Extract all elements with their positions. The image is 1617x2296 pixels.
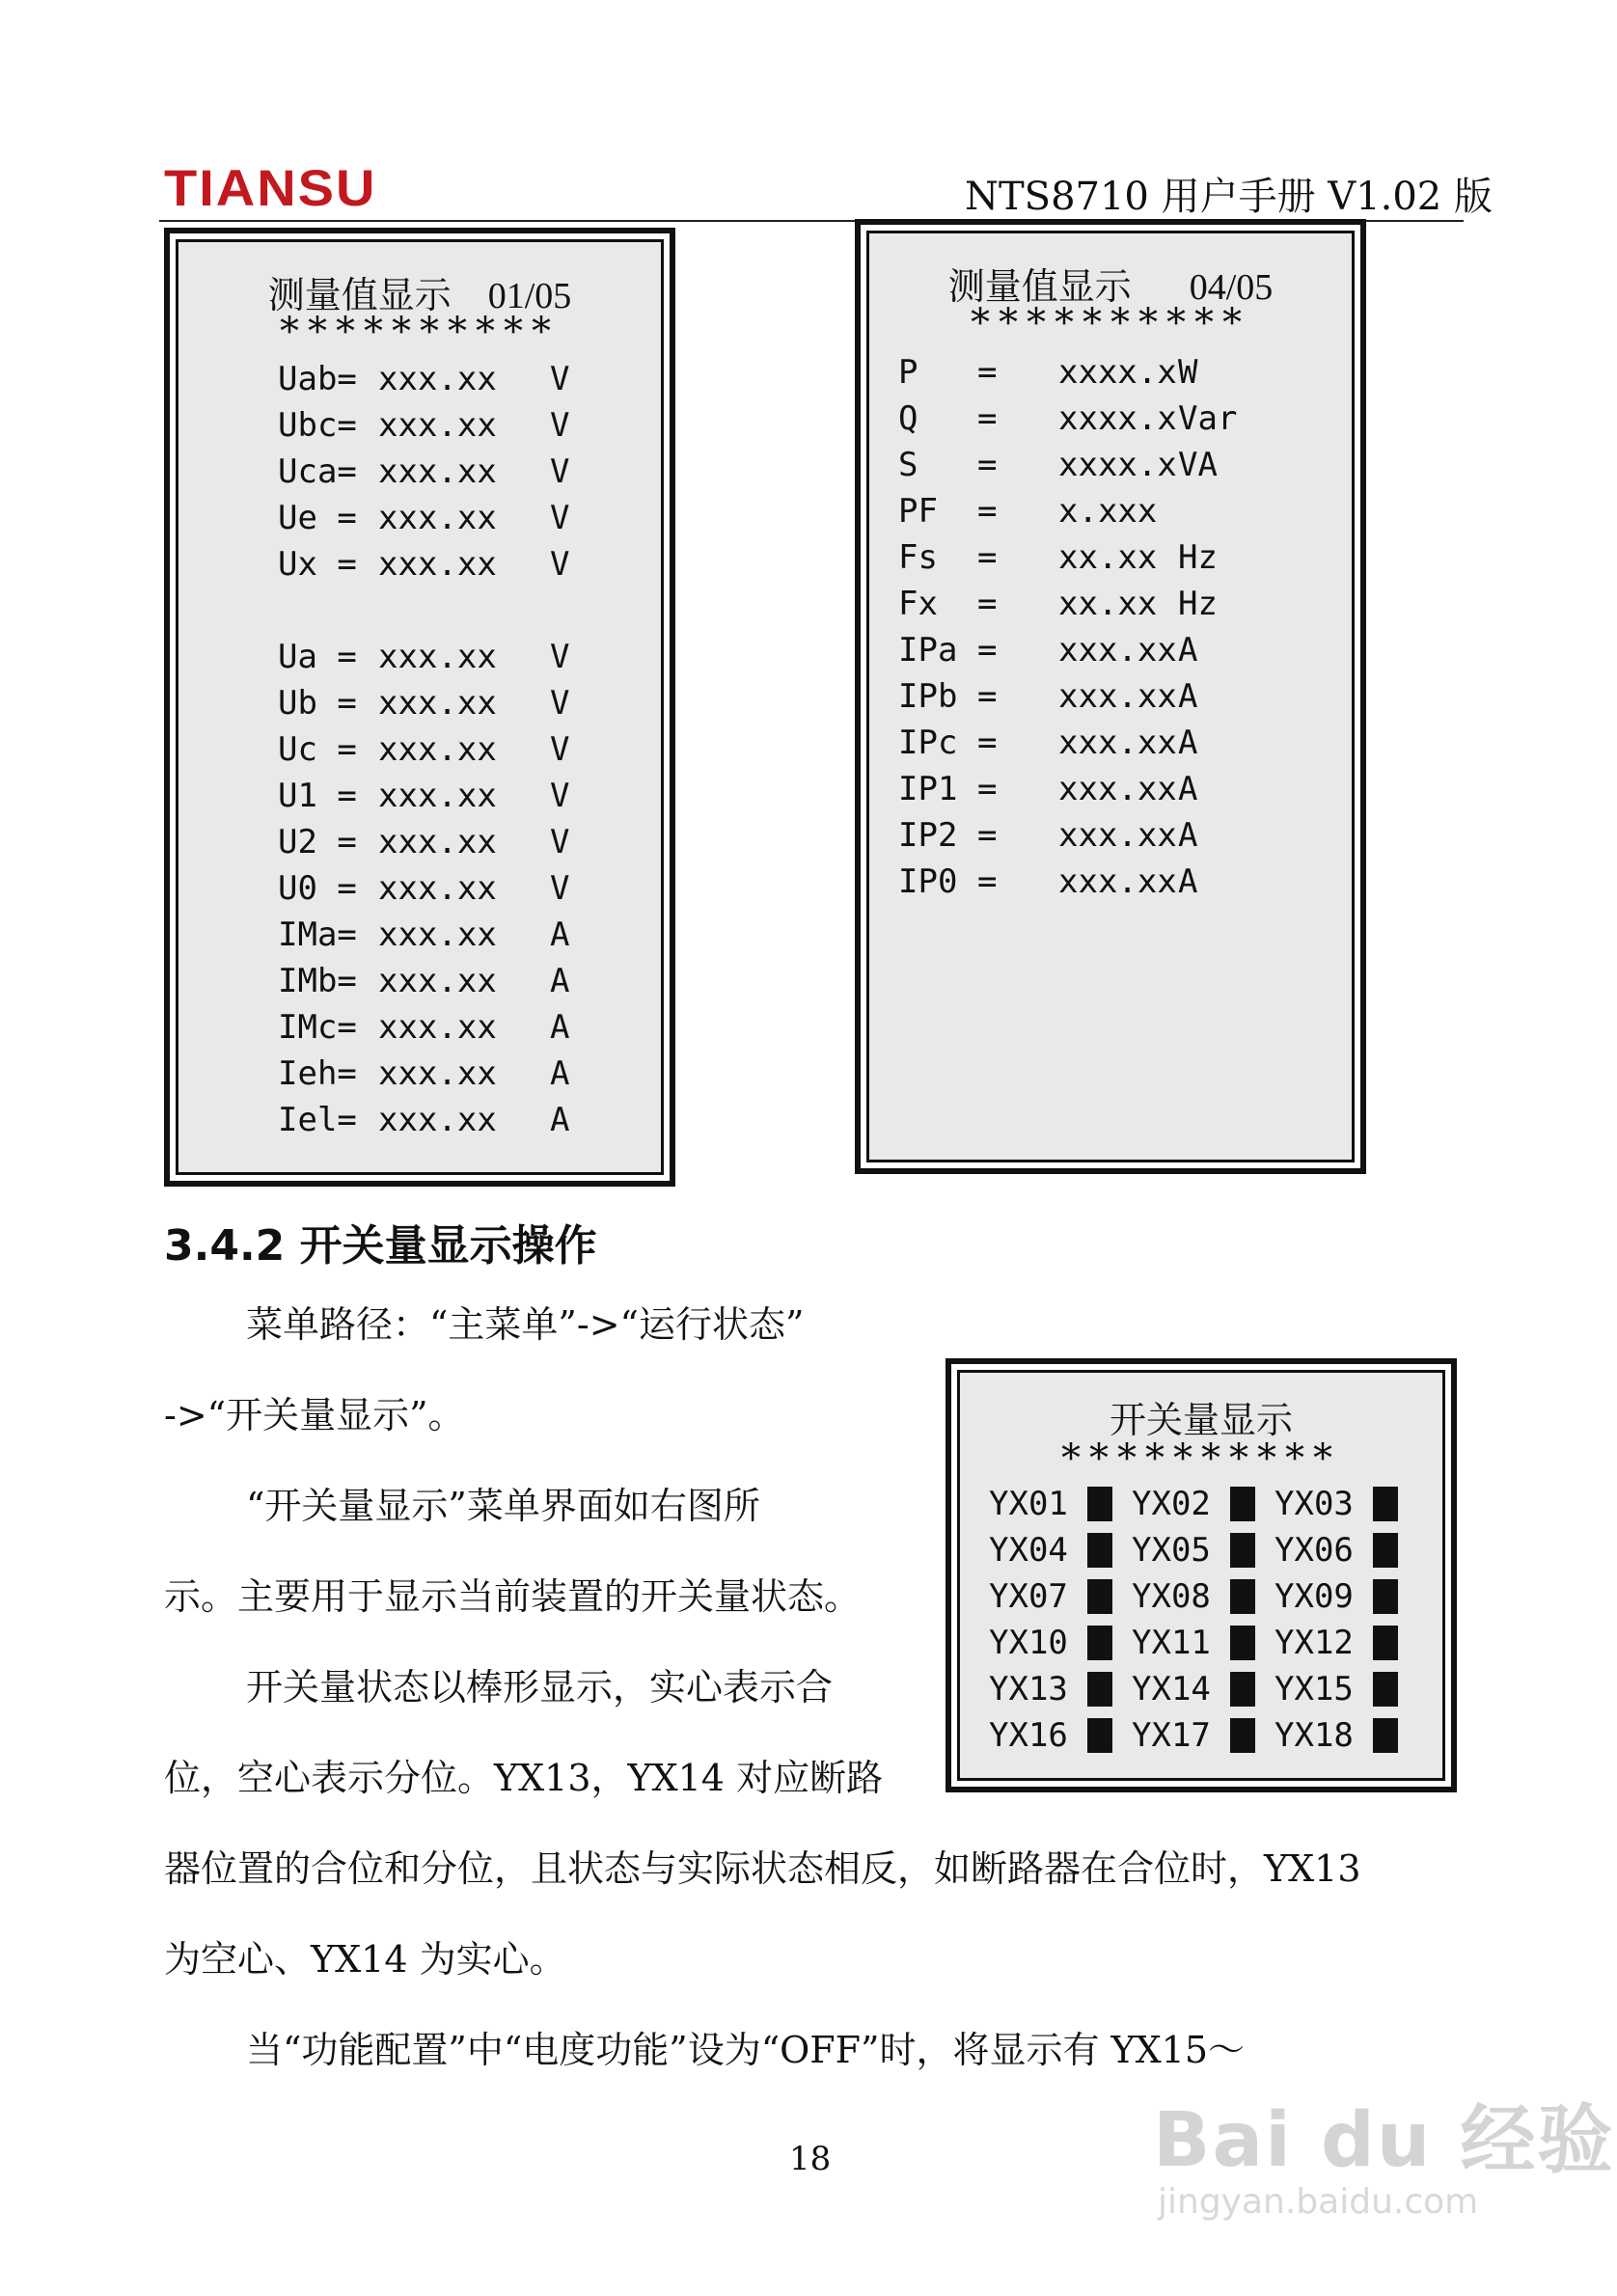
switch-label: YX07 (989, 1577, 1068, 1616)
measurement-row (278, 819, 569, 865)
measurement-row (278, 356, 569, 402)
measurement-name: Uab= (278, 360, 357, 398)
measurement-value: xxx.xx (1058, 862, 1177, 901)
switch-label: YX06 (1274, 1531, 1354, 1570)
measurement-panel-01 (164, 228, 675, 1187)
measurement-unit: V (550, 406, 570, 445)
panel-title: 测量值显示 (947, 265, 1132, 308)
switch-state-bar (1230, 1672, 1255, 1707)
measurement-unit: V (550, 684, 570, 723)
document-title: NTS8710 用户手册 V1.02 版 (965, 175, 1493, 219)
measurement-value: xxxx.x (1058, 399, 1177, 438)
paragraph-line: 开关量状态以棒形显示，实心表示合 (246, 1666, 834, 1708)
switch-label: YX04 (989, 1531, 1068, 1570)
switch-label: YX16 (989, 1716, 1068, 1755)
measurement-name: U1 = (278, 777, 357, 815)
measurement-name: U0 = (278, 869, 357, 908)
measurement-value: xxx.xx (378, 545, 497, 584)
measurement-unit: A (1178, 724, 1198, 762)
page-number: 18 (789, 2140, 832, 2178)
switch-row (989, 1712, 1417, 1759)
measurement-value: xxx.xx (378, 777, 497, 815)
switch-grid (989, 1481, 1417, 1759)
measurement-name: IPb (898, 677, 958, 716)
measurement-list (278, 356, 569, 1143)
measurement-row (898, 488, 1237, 534)
measurement-unit: Hz (1178, 585, 1218, 623)
measurement-row (278, 1004, 569, 1051)
measurement-unit: V (550, 545, 570, 584)
measurement-value: xxx.xx (1058, 631, 1177, 670)
measurement-row (898, 859, 1237, 905)
paragraph-line: 当“功能配置”中“电度功能”设为“OFF”时，将显示有 YX15～ (246, 2029, 1246, 2071)
equals-sign: = (977, 677, 998, 716)
section-heading: 3.4.2 开关量显示操作 (164, 1221, 597, 1271)
measurement-unit: V (550, 499, 570, 537)
measurement-unit: A (1178, 631, 1198, 670)
measurement-row (278, 865, 569, 912)
switch-label: YX15 (1274, 1670, 1354, 1708)
measurement-value: xxx.xx (378, 406, 497, 445)
switch-state-bar (1087, 1579, 1112, 1614)
measurement-value: xxxx.x (1058, 446, 1177, 484)
measurement-unit: V (550, 638, 570, 676)
paragraph-line: 示。主要用于显示当前装置的开关量状态。 (164, 1575, 862, 1618)
measurement-unit: Var (1178, 399, 1238, 438)
measurement-row (898, 581, 1237, 627)
switch-label: YX05 (1132, 1531, 1211, 1570)
switch-label: YX08 (1132, 1577, 1211, 1616)
switch-label: YX02 (1132, 1485, 1211, 1523)
measurement-unit: A (1178, 677, 1198, 716)
measurement-value: xxx.xx (378, 823, 497, 861)
paragraph-line: ->“开关量显示”。 (164, 1394, 465, 1436)
measurement-name: IMa= (278, 916, 357, 954)
measurement-row (898, 627, 1237, 673)
measurement-row (898, 349, 1237, 396)
panel-title: 测量值显示 (267, 274, 452, 316)
measurement-name: Fs (898, 538, 938, 577)
measurement-row (278, 402, 569, 449)
measurement-row (278, 773, 569, 819)
switch-row (989, 1620, 1417, 1666)
measurement-name: Ux = (278, 545, 357, 584)
measurement-value: xxx.xx (1058, 677, 1177, 716)
measurement-value: xx.xx (1058, 585, 1158, 623)
measurement-unit: V (550, 452, 570, 491)
equals-sign: = (977, 446, 998, 484)
switch-label: YX14 (1132, 1670, 1211, 1708)
measurement-unit: V (550, 730, 570, 769)
measurement-name: IPa (898, 631, 958, 670)
measurement-row (278, 912, 569, 958)
measurement-name: IP1 (898, 770, 958, 808)
switch-state-bar (1230, 1718, 1255, 1753)
measurement-row (898, 534, 1237, 581)
equals-sign: = (977, 770, 998, 808)
switch-state-bar (1373, 1487, 1398, 1521)
switch-label: YX12 (1274, 1624, 1354, 1662)
measurement-value: xxx.xx (378, 916, 497, 954)
measurement-unit: A (550, 1054, 570, 1093)
switch-state-bar (1087, 1626, 1112, 1660)
measurement-unit: A (1178, 770, 1198, 808)
equals-sign: = (977, 492, 998, 531)
paragraph-line: “开关量显示”菜单界面如右图所 (246, 1485, 760, 1527)
measurement-unit: Hz (1178, 538, 1218, 577)
measurement-name: Iel= (278, 1101, 357, 1139)
measurement-row (898, 442, 1237, 488)
measurement-value: xxx.xx (378, 499, 497, 537)
measurement-unit: V (550, 777, 570, 815)
measurement-row (898, 812, 1237, 859)
measurement-row (278, 680, 569, 726)
equals-sign: = (977, 399, 998, 438)
measurement-value: xxx.xx (1058, 770, 1177, 808)
measurement-row (278, 726, 569, 773)
measurement-unit: V (550, 360, 570, 398)
measurement-value: xxx.xx (378, 360, 497, 398)
switch-label: YX09 (1274, 1577, 1354, 1616)
equals-sign: = (977, 353, 998, 392)
equals-sign: = (977, 631, 998, 670)
switch-state-bar (1087, 1718, 1112, 1753)
measurement-name: Ieh= (278, 1054, 357, 1093)
measurement-name: Uca= (278, 452, 357, 491)
measurement-value: xxx.xx (378, 1008, 497, 1047)
measurement-value: xxx.xx (378, 1101, 497, 1139)
equals-sign: = (977, 585, 998, 623)
measurement-unit: A (550, 1008, 570, 1047)
measurement-row (278, 958, 569, 1004)
measurement-unit: A (550, 916, 570, 954)
panel-page-indicator: 01/05 (487, 276, 572, 316)
measurement-row (898, 396, 1237, 442)
measurement-value (378, 588, 550, 634)
switch-label: YX03 (1274, 1485, 1354, 1523)
measurement-row (278, 449, 569, 495)
switch-state-bar (1230, 1533, 1255, 1568)
paragraph-line: 器位置的合位和分位，且状态与实际状态相反，如断路器在合位时，YX13 (164, 1847, 1361, 1890)
measurement-row (278, 588, 569, 634)
star-separator: ********** (1061, 1436, 1341, 1481)
measurement-unit: A (550, 962, 570, 1000)
measurement-value: xxx.xx (378, 452, 497, 491)
switch-state-bar (1087, 1487, 1112, 1521)
measurement-name: IP0 (898, 862, 958, 901)
equals-sign: = (977, 816, 998, 855)
switch-state-bar (1373, 1533, 1398, 1568)
measurement-value: xxx.xx (378, 638, 497, 676)
switch-status-panel (946, 1358, 1457, 1792)
measurement-value: xxx.xx (378, 869, 497, 908)
measurement-row (898, 766, 1237, 812)
star-separator: ********** (971, 301, 1250, 345)
measurement-name: Ub = (278, 684, 357, 723)
measurement-value: xxxx.x (1058, 353, 1177, 392)
measurement-value: xxx.xx (1058, 724, 1177, 762)
switch-state-bar (1373, 1579, 1398, 1614)
measurement-list (898, 349, 1237, 905)
measurement-unit: V (550, 869, 570, 908)
measurement-row (278, 541, 569, 588)
panel-page-indicator: 04/05 (1189, 267, 1274, 308)
measurement-panel-04 (855, 219, 1366, 1174)
star-separator: ********** (280, 310, 560, 354)
switch-label: YX01 (989, 1485, 1068, 1523)
switch-label: YX11 (1132, 1624, 1211, 1662)
switch-state-bar (1230, 1579, 1255, 1614)
switch-state-bar (1373, 1626, 1398, 1660)
measurement-unit: A (1178, 862, 1198, 901)
switch-row (989, 1666, 1417, 1712)
equals-sign: = (977, 862, 998, 901)
measurement-row (278, 634, 569, 680)
measurement-name: Uc = (278, 730, 357, 769)
switch-state-bar (1373, 1672, 1398, 1707)
measurement-name: Ue = (278, 499, 357, 537)
switch-state-bar (1230, 1626, 1255, 1660)
switch-state-bar (1087, 1533, 1112, 1568)
switch-state-bar (1087, 1672, 1112, 1707)
measurement-value: xxx.xx (1058, 816, 1177, 855)
measurement-name: IP2 (898, 816, 958, 855)
measurement-value: xxx.xx (378, 730, 497, 769)
equals-sign: = (977, 724, 998, 762)
measurement-name: U2 = (278, 823, 357, 861)
switch-label: YX13 (989, 1670, 1068, 1708)
measurement-value: x.xxx (1058, 492, 1158, 531)
measurement-name: Fx (898, 585, 938, 623)
switch-state-bar (1373, 1718, 1398, 1753)
measurement-row (898, 673, 1237, 720)
measurement-name: P (898, 353, 918, 392)
paragraph-line: 位，空心表示分位。YX13，YX14 对应断路 (164, 1757, 884, 1799)
switch-state-bar (1230, 1487, 1255, 1521)
switch-label: YX10 (989, 1624, 1068, 1662)
measurement-name (278, 588, 378, 634)
measurement-name: S (898, 446, 918, 484)
measurement-row (278, 495, 569, 541)
switch-panel-title: 开关量显示 (1109, 1399, 1293, 1441)
baidu-watermark-logo: Bai du 经验 (1153, 2097, 1615, 2184)
switch-row (989, 1527, 1417, 1573)
measurement-value: xxx.xx (378, 962, 497, 1000)
measurement-value: xxx.xx (378, 684, 497, 723)
paragraph-line: 菜单路径：“主菜单”->“运行状态” (246, 1303, 805, 1346)
measurement-row (278, 1051, 569, 1097)
measurement-name: Ua = (278, 638, 357, 676)
switch-row (989, 1481, 1417, 1527)
measurement-value: xxx.xx (378, 1054, 497, 1093)
measurement-name: IMc= (278, 1008, 357, 1047)
switch-row (989, 1573, 1417, 1620)
measurement-unit: A (1178, 816, 1198, 855)
measurement-name: IPc (898, 724, 958, 762)
tiansu-logo: TIANSU (164, 158, 377, 217)
paragraph-line: 为空心、YX14 为实心。 (164, 1938, 566, 1981)
equals-sign: = (977, 538, 998, 577)
switch-label: YX18 (1274, 1716, 1354, 1755)
baidu-watermark-url: jingyan.baidu.com (1158, 2182, 1479, 2222)
measurement-unit: V (550, 823, 570, 861)
measurement-row (278, 1097, 569, 1143)
measurement-name: Ubc= (278, 406, 357, 445)
measurement-unit: A (550, 1101, 570, 1139)
measurement-value: xx.xx (1058, 538, 1158, 577)
measurement-name: IMb= (278, 962, 357, 1000)
measurement-row (898, 720, 1237, 766)
measurement-name: Q (898, 399, 918, 438)
measurement-unit: VA (1178, 446, 1218, 484)
measurement-unit: W (1178, 353, 1198, 392)
measurement-name: PF (898, 492, 938, 531)
switch-label: YX17 (1132, 1716, 1211, 1755)
